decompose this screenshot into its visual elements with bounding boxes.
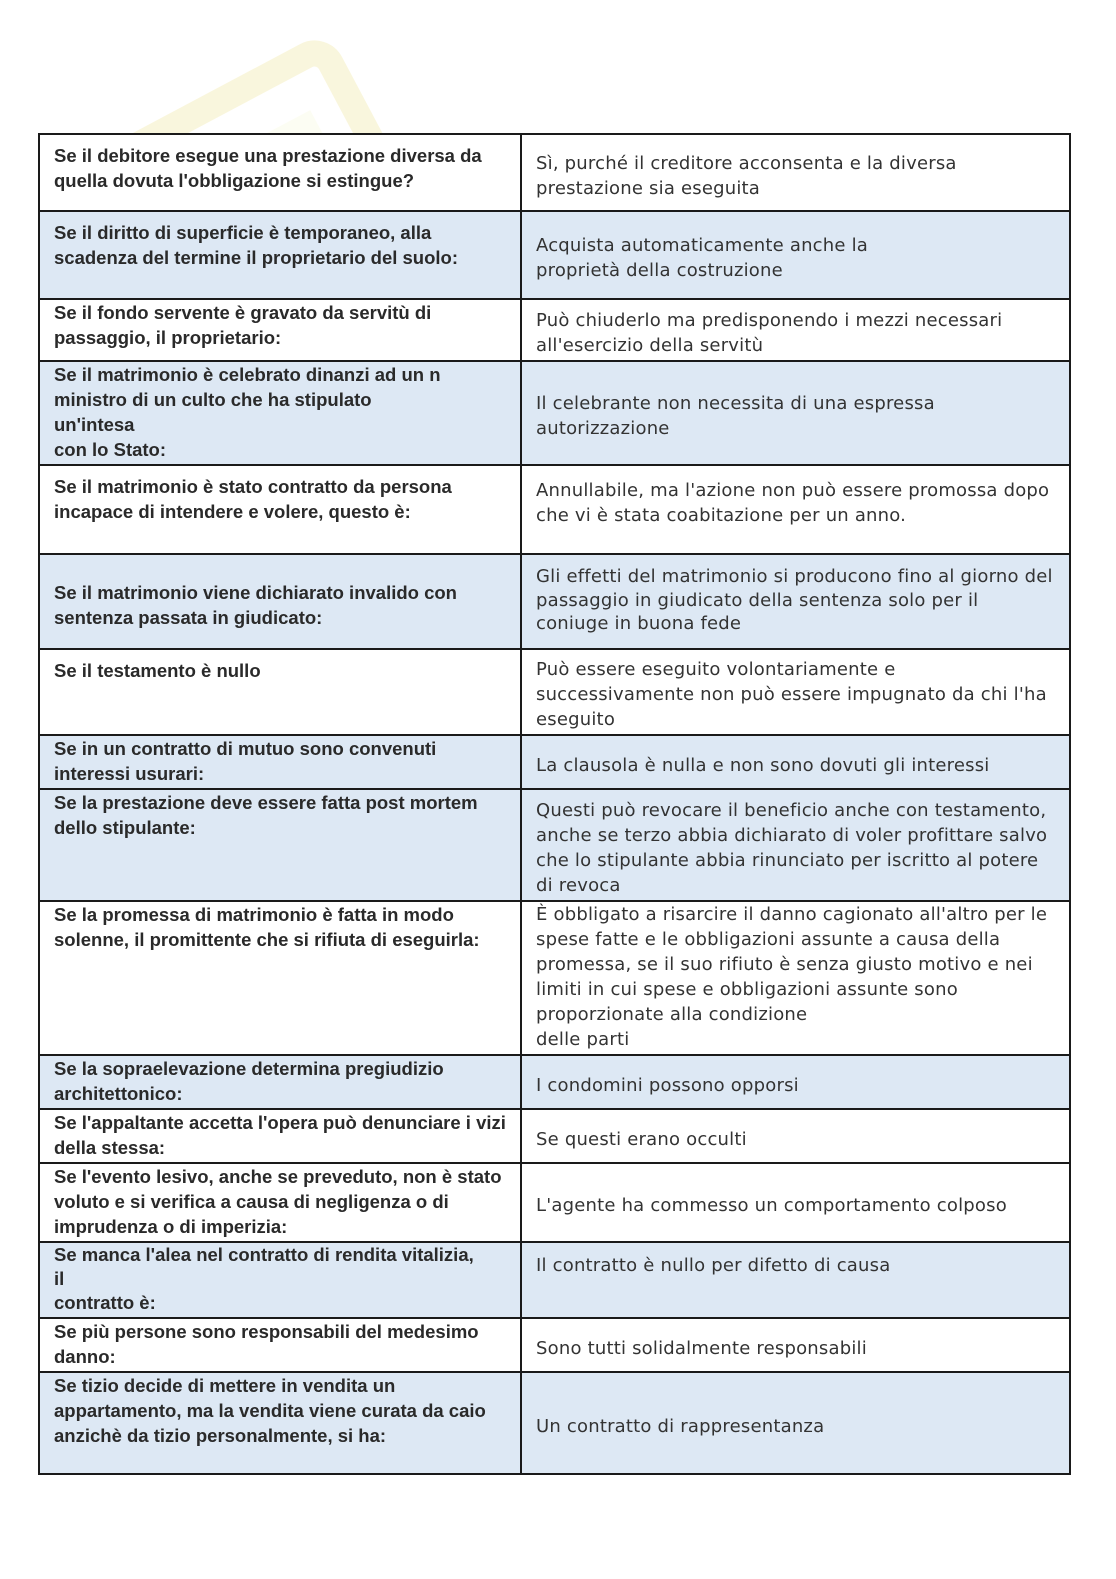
question-cell (39, 901, 521, 1055)
table-row (39, 735, 1070, 789)
table-row (39, 789, 1070, 901)
answer-cell (521, 211, 1070, 299)
answer-cell (521, 1318, 1070, 1372)
question-cell (39, 1055, 521, 1109)
question-cell (39, 134, 521, 211)
table-row (39, 1318, 1070, 1372)
answer-text: I condomini possono opporsi (536, 1074, 799, 1096)
question-text: Se il matrimonio viene dichiarato invalido con sentenza passata in giudicato: (54, 581, 457, 628)
question-cell (39, 1109, 521, 1163)
answer-cell (521, 299, 1070, 361)
answer-text: Può chiuderlo ma predisponendo i mezzi necessari all'esercizio della servitù (536, 310, 1003, 356)
table-row (39, 1242, 1070, 1318)
question-text: Se la promessa di matrimonio è fatta in modo solenne, il promittente che si rifiuta di eseguirla: (54, 904, 480, 950)
answer-cell (521, 901, 1070, 1055)
question-cell (39, 211, 521, 299)
question-text: Se l'evento lesivo, anche se preveduto, non è stato voluto e si verifica a causa di negligenza o di imprudenza o di imperizia: (54, 1166, 502, 1237)
answer-cell (521, 735, 1070, 789)
question-text: Se il testamento è nullo (54, 660, 261, 681)
table-row (39, 901, 1070, 1055)
answer-text: Sì, purché il creditore acconsenta e la diversa prestazione sia eseguita (536, 152, 957, 199)
question-text: Se il matrimonio è celebrato dinanzi ad un n ministro di un culto che ha stipulato un'intesa con lo Stato: (54, 364, 441, 460)
answer-text: È obbligato a risarcire il danno cagionato all'altro per le spese fatte e le obbligazioni assunte a causa della promessa, se il suo rifiuto è senza giusto motivo e nei limiti in cui spese e obbligazioni assunte sono proporzionate alla condizione delle parti (536, 904, 1048, 1050)
answer-cell (521, 1109, 1070, 1163)
question-cell (39, 789, 521, 901)
answer-cell (521, 554, 1070, 649)
question-text: Se l'appaltante accetta l'opera può denunciare i vizi della stessa: (54, 1112, 506, 1158)
answer-text: Acquista automaticamente anche la proprietà della costruzione (536, 235, 869, 281)
question-text: Se il fondo servente è gravato da servitù di passaggio, il proprietario: (54, 302, 432, 348)
answer-text: Se questi erano occulti (536, 1128, 747, 1150)
question-cell (39, 1242, 521, 1318)
answer-text: Può essere eseguito volontariamente e successivamente non può essere impugnato da chi l'ha eseguito (536, 658, 1047, 730)
answer-text: L'agente ha commesso un comportamento colposo (536, 1195, 1007, 1216)
question-text: Se più persone sono responsabili del medesimo danno: (54, 1321, 479, 1367)
question-text: Se il diritto di superficie è temporaneo, alla scadenza del termine il proprietario del suolo: (54, 222, 459, 268)
question-cell (39, 554, 521, 649)
question-cell (39, 1163, 521, 1242)
table-row (39, 1372, 1070, 1474)
question-text: Se tizio decide di mettere in vendita un appartamento, ma la vendita viene curata da caio anzichè da tizio personalmente, si ha: (54, 1375, 486, 1446)
answer-cell (521, 465, 1070, 554)
answer-text: Gli effetti del matrimonio si producono fino al giorno del passaggio in giudicato della sentenza solo per il coniuge in buona fede (536, 566, 1053, 635)
table-row (39, 1163, 1070, 1242)
answer-text: Un contratto di rappresentanza (536, 1415, 825, 1437)
table-row (39, 299, 1070, 361)
answer-cell (521, 1372, 1070, 1474)
table-row (39, 554, 1070, 649)
answer-cell (521, 1163, 1070, 1242)
answer-cell (521, 649, 1070, 735)
question-text: Se il matrimonio è stato contratto da persona incapace di intendere e volere, questo è: (54, 476, 452, 522)
question-text: Se il debitore esegue una prestazione diversa da quella dovuta l'obbligazione si estingue? (54, 145, 482, 191)
question-cell (39, 735, 521, 789)
answer-text: Il celebrante non necessita di una espressa autorizzazione (536, 393, 935, 439)
question-cell (39, 1372, 521, 1474)
answer-text: Il contratto è nullo per difetto di causa (536, 1255, 891, 1276)
question-text: Se la prestazione deve essere fatta post mortem dello stipulante: (54, 792, 478, 838)
answer-text: Questi può revocare il beneficio anche con testamento, anche se terzo abbia dichiarato di voler profittare salvo che lo stipulante abbia rinunciato per iscritto al potere di revoca (536, 800, 1048, 896)
answer-cell (521, 789, 1070, 901)
qa-table (38, 133, 1071, 1475)
answer-cell (521, 361, 1070, 465)
answer-cell (521, 1055, 1070, 1109)
question-text: Se in un contratto di mutuo sono convenuti interessi usurari: (54, 738, 437, 784)
question-cell (39, 361, 521, 465)
answer-text: Sono tutti solidalmente responsabili (536, 1337, 867, 1359)
answer-text: La clausola è nulla e non sono dovuti gli interessi (536, 754, 990, 776)
table-row (39, 1109, 1070, 1163)
table-row (39, 1055, 1070, 1109)
table-row (39, 649, 1070, 735)
table-row (39, 465, 1070, 554)
question-cell (39, 299, 521, 361)
question-cell (39, 465, 521, 554)
table-row (39, 134, 1070, 211)
question-text: Se manca l'alea nel contratto di rendita vitalizia, il contratto è: (54, 1244, 474, 1313)
question-cell (39, 1318, 521, 1372)
question-text: Se la sopraelevazione determina pregiudizio architettonico: (54, 1058, 444, 1104)
question-cell (39, 649, 521, 735)
table-row (39, 361, 1070, 465)
answer-text: Annullabile, ma l'azione non può essere promossa dopo che vi è stata coabitazione per un anno. (536, 480, 1050, 526)
answer-cell (521, 134, 1070, 211)
answer-cell (521, 1242, 1070, 1318)
table-row (39, 211, 1070, 299)
